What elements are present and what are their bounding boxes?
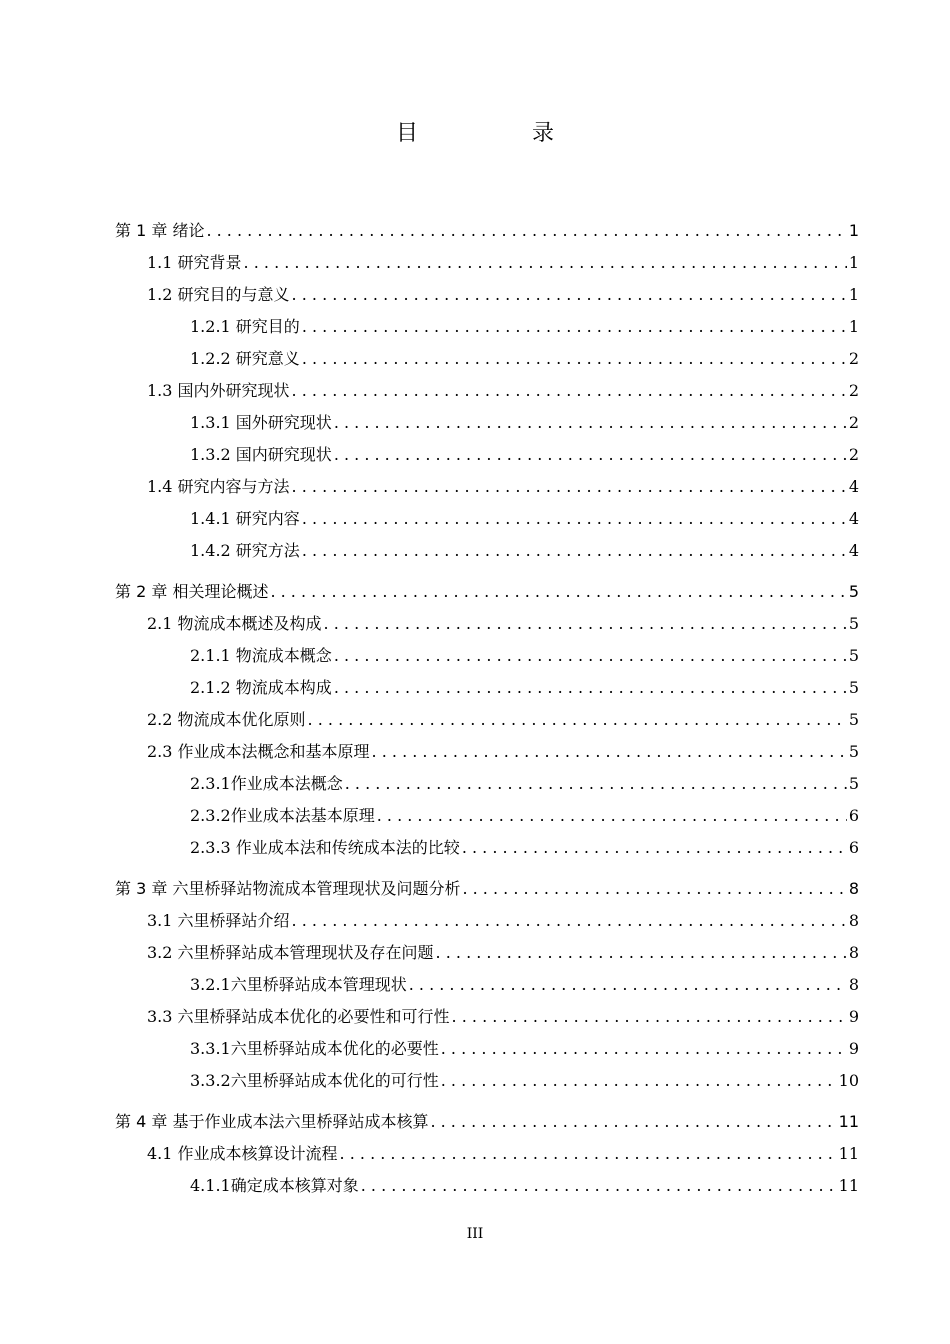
toc-entry[interactable] [190,345,859,369]
toc-entry-page-number: 8 [848,911,859,930]
toc-entry[interactable] [147,473,859,497]
toc-entry[interactable] [147,249,859,273]
toc-entry-page-number: 2 [848,445,859,464]
toc-entry-page-number: 6 [848,838,859,857]
toc-entry[interactable] [190,674,859,698]
toc-entry[interactable] [190,409,859,433]
page-title: 目 录 [395,121,600,146]
toc-entry-page-number: 10 [838,1071,859,1090]
toc-entry-label: 1.2.2 研究意义 [190,349,300,368]
toc-entry[interactable] [147,1003,859,1027]
toc-dot-leader [441,1071,837,1091]
toc-entry-label: 2.3 作业成本法概念和基本原理 [147,742,370,761]
toc-entry-label: 2.1.2 物流成本构成 [190,678,332,697]
toc-entry[interactable] [147,939,859,963]
toc-entry-label: 1.4.1 研究内容 [190,509,300,528]
toc-entry-page-number: 4 [848,509,859,528]
toc-dot-leader [377,806,847,826]
toc-dot-leader [302,317,847,337]
toc-entry[interactable] [147,610,859,634]
toc-dot-leader [244,253,847,273]
toc-entry[interactable] [190,642,859,666]
toc-dot-leader [409,975,847,995]
toc-entry-label: 第 3 章 六里桥驿站物流成本管理现状及问题分析 [115,879,461,898]
toc-dot-leader [436,943,847,963]
toc-dot-leader [462,879,846,899]
toc-entry-label: 2.1 物流成本概述及构成 [147,614,322,633]
toc-entry-label: 第 2 章 相关理论概述 [115,582,269,601]
toc-entry-page-number: 9 [848,1039,859,1058]
toc-entry[interactable] [147,738,859,762]
toc-entry-page-number: 5 [848,678,859,697]
toc-dot-leader [372,742,847,762]
toc-entry-label: 2.3.3 作业成本法和传统成本法的比较 [190,838,460,857]
toc-entry-label: 3.1 六里桥驿站介绍 [147,911,290,930]
toc-entry[interactable] [190,834,859,858]
toc-entry-page-number: 11 [838,1112,859,1131]
toc-entry-label: 2.1.1 物流成本概念 [190,646,332,665]
toc-dot-leader [361,1176,837,1196]
toc-dot-leader [452,1007,847,1027]
toc-entry-page-number: 8 [848,943,859,962]
toc-entry-page-number: 5 [848,742,859,761]
toc-entry-page-number: 6 [848,806,859,825]
toc-entry[interactable] [190,505,859,529]
toc-entry-page-number: 5 [848,774,859,793]
toc-entry-page-number: 8 [848,879,859,898]
toc-entry-page-number: 8 [848,975,859,994]
toc-entry-page-number: 4 [848,541,859,560]
toc-dot-leader [308,710,847,730]
toc-entry-label: 1.3.1 国外研究现状 [190,413,332,432]
toc-entry-label: 1.4.2 研究方法 [190,541,300,560]
toc-entry-page-number: 5 [848,646,859,665]
toc-dot-leader [441,1039,847,1059]
toc-entry-page-number: 11 [838,1144,859,1163]
toc-entry-label: 1.3 国内外研究现状 [147,381,290,400]
toc-entry[interactable] [115,578,859,602]
toc-entry[interactable] [147,281,859,305]
toc-dot-leader [302,349,847,369]
toc-entry-label: 3.3.2六里桥驿站成本优化的可行性 [190,1071,439,1090]
toc-dot-leader [206,221,846,241]
toc-entry-label: 第 4 章 基于作业成本法六里桥驿站成本核算 [115,1112,429,1131]
toc-dot-leader [292,381,847,401]
toc-dot-leader [324,614,847,634]
toc-entry[interactable] [190,802,859,826]
toc-dot-leader [270,582,846,602]
toc-entry[interactable] [190,1172,859,1196]
toc-dot-leader [292,911,847,931]
toc-entry-page-number: 4 [848,477,859,496]
toc-entry[interactable] [190,770,859,794]
toc-entry[interactable] [190,1067,859,1091]
toc-entry[interactable] [115,875,859,899]
toc-dot-leader [334,445,847,465]
toc-entry[interactable] [147,1140,859,1164]
toc-entry-page-number: 1 [848,317,859,336]
toc-entry-page-number: 2 [848,413,859,432]
toc-entry-page-number: 1 [848,285,859,304]
toc-dot-leader [302,509,847,529]
toc-entry[interactable] [190,441,859,465]
toc-entry[interactable] [190,1035,859,1059]
toc-entry[interactable] [147,706,859,730]
toc-entry-label: 1.2.1 研究目的 [190,317,300,336]
toc-entry-page-number: 1 [848,221,859,240]
toc-entry[interactable] [190,537,859,561]
toc-entry-page-number: 5 [848,710,859,729]
toc-entry[interactable] [190,313,859,337]
toc-dot-leader [340,1144,837,1164]
toc-dot-leader [292,477,847,497]
toc-entry-page-number: 1 [848,253,859,272]
toc-dot-leader [292,285,847,305]
toc-entry-page-number: 2 [848,381,859,400]
toc-entry-page-number: 5 [848,614,859,633]
toc-entry-page-number: 5 [848,582,859,601]
toc-entry-label: 3.3 六里桥驿站成本优化的必要性和可行性 [147,1007,450,1026]
toc-dot-leader [430,1112,836,1132]
toc-entry-page-number: 9 [848,1007,859,1026]
toc-entry[interactable] [147,377,859,401]
toc-entry-label: 1.3.2 国内研究现状 [190,445,332,464]
page-number-footer: III [466,1226,484,1242]
toc-entry-label: 1.1 研究背景 [147,253,242,272]
toc-dot-leader [334,678,847,698]
toc-entry[interactable] [190,971,859,995]
toc-entry-page-number: 2 [848,349,859,368]
toc-entry-label: 3.3.1六里桥驿站成本优化的必要性 [190,1039,439,1058]
toc-entry-label: 4.1.1确定成本核算对象 [190,1176,359,1195]
toc-dot-leader [334,646,847,666]
toc-entry[interactable] [115,217,859,241]
toc-entry[interactable] [147,907,859,931]
toc-dot-leader [302,541,847,561]
toc-entry-label: 1.4 研究内容与方法 [147,477,290,496]
toc-dot-leader [345,774,847,794]
toc-dot-leader [334,413,847,433]
toc-entry-label: 3.2 六里桥驿站成本管理现状及存在问题 [147,943,434,962]
toc-entry-label: 3.2.1六里桥驿站成本管理现状 [190,975,407,994]
toc-entry-label: 第 1 章 绪论 [115,221,205,240]
toc-entry-page-number: 11 [838,1176,859,1195]
toc-entry-label: 2.2 物流成本优化原则 [147,710,306,729]
toc-entry-label: 2.3.1作业成本法概念 [190,774,343,793]
toc-entry-label: 4.1 作业成本核算设计流程 [147,1144,338,1163]
toc-dot-leader [462,838,847,858]
toc-entry-label: 1.2 研究目的与意义 [147,285,290,304]
toc-entry-label: 2.3.2作业成本法基本原理 [190,806,375,825]
toc-entry[interactable] [115,1108,859,1132]
